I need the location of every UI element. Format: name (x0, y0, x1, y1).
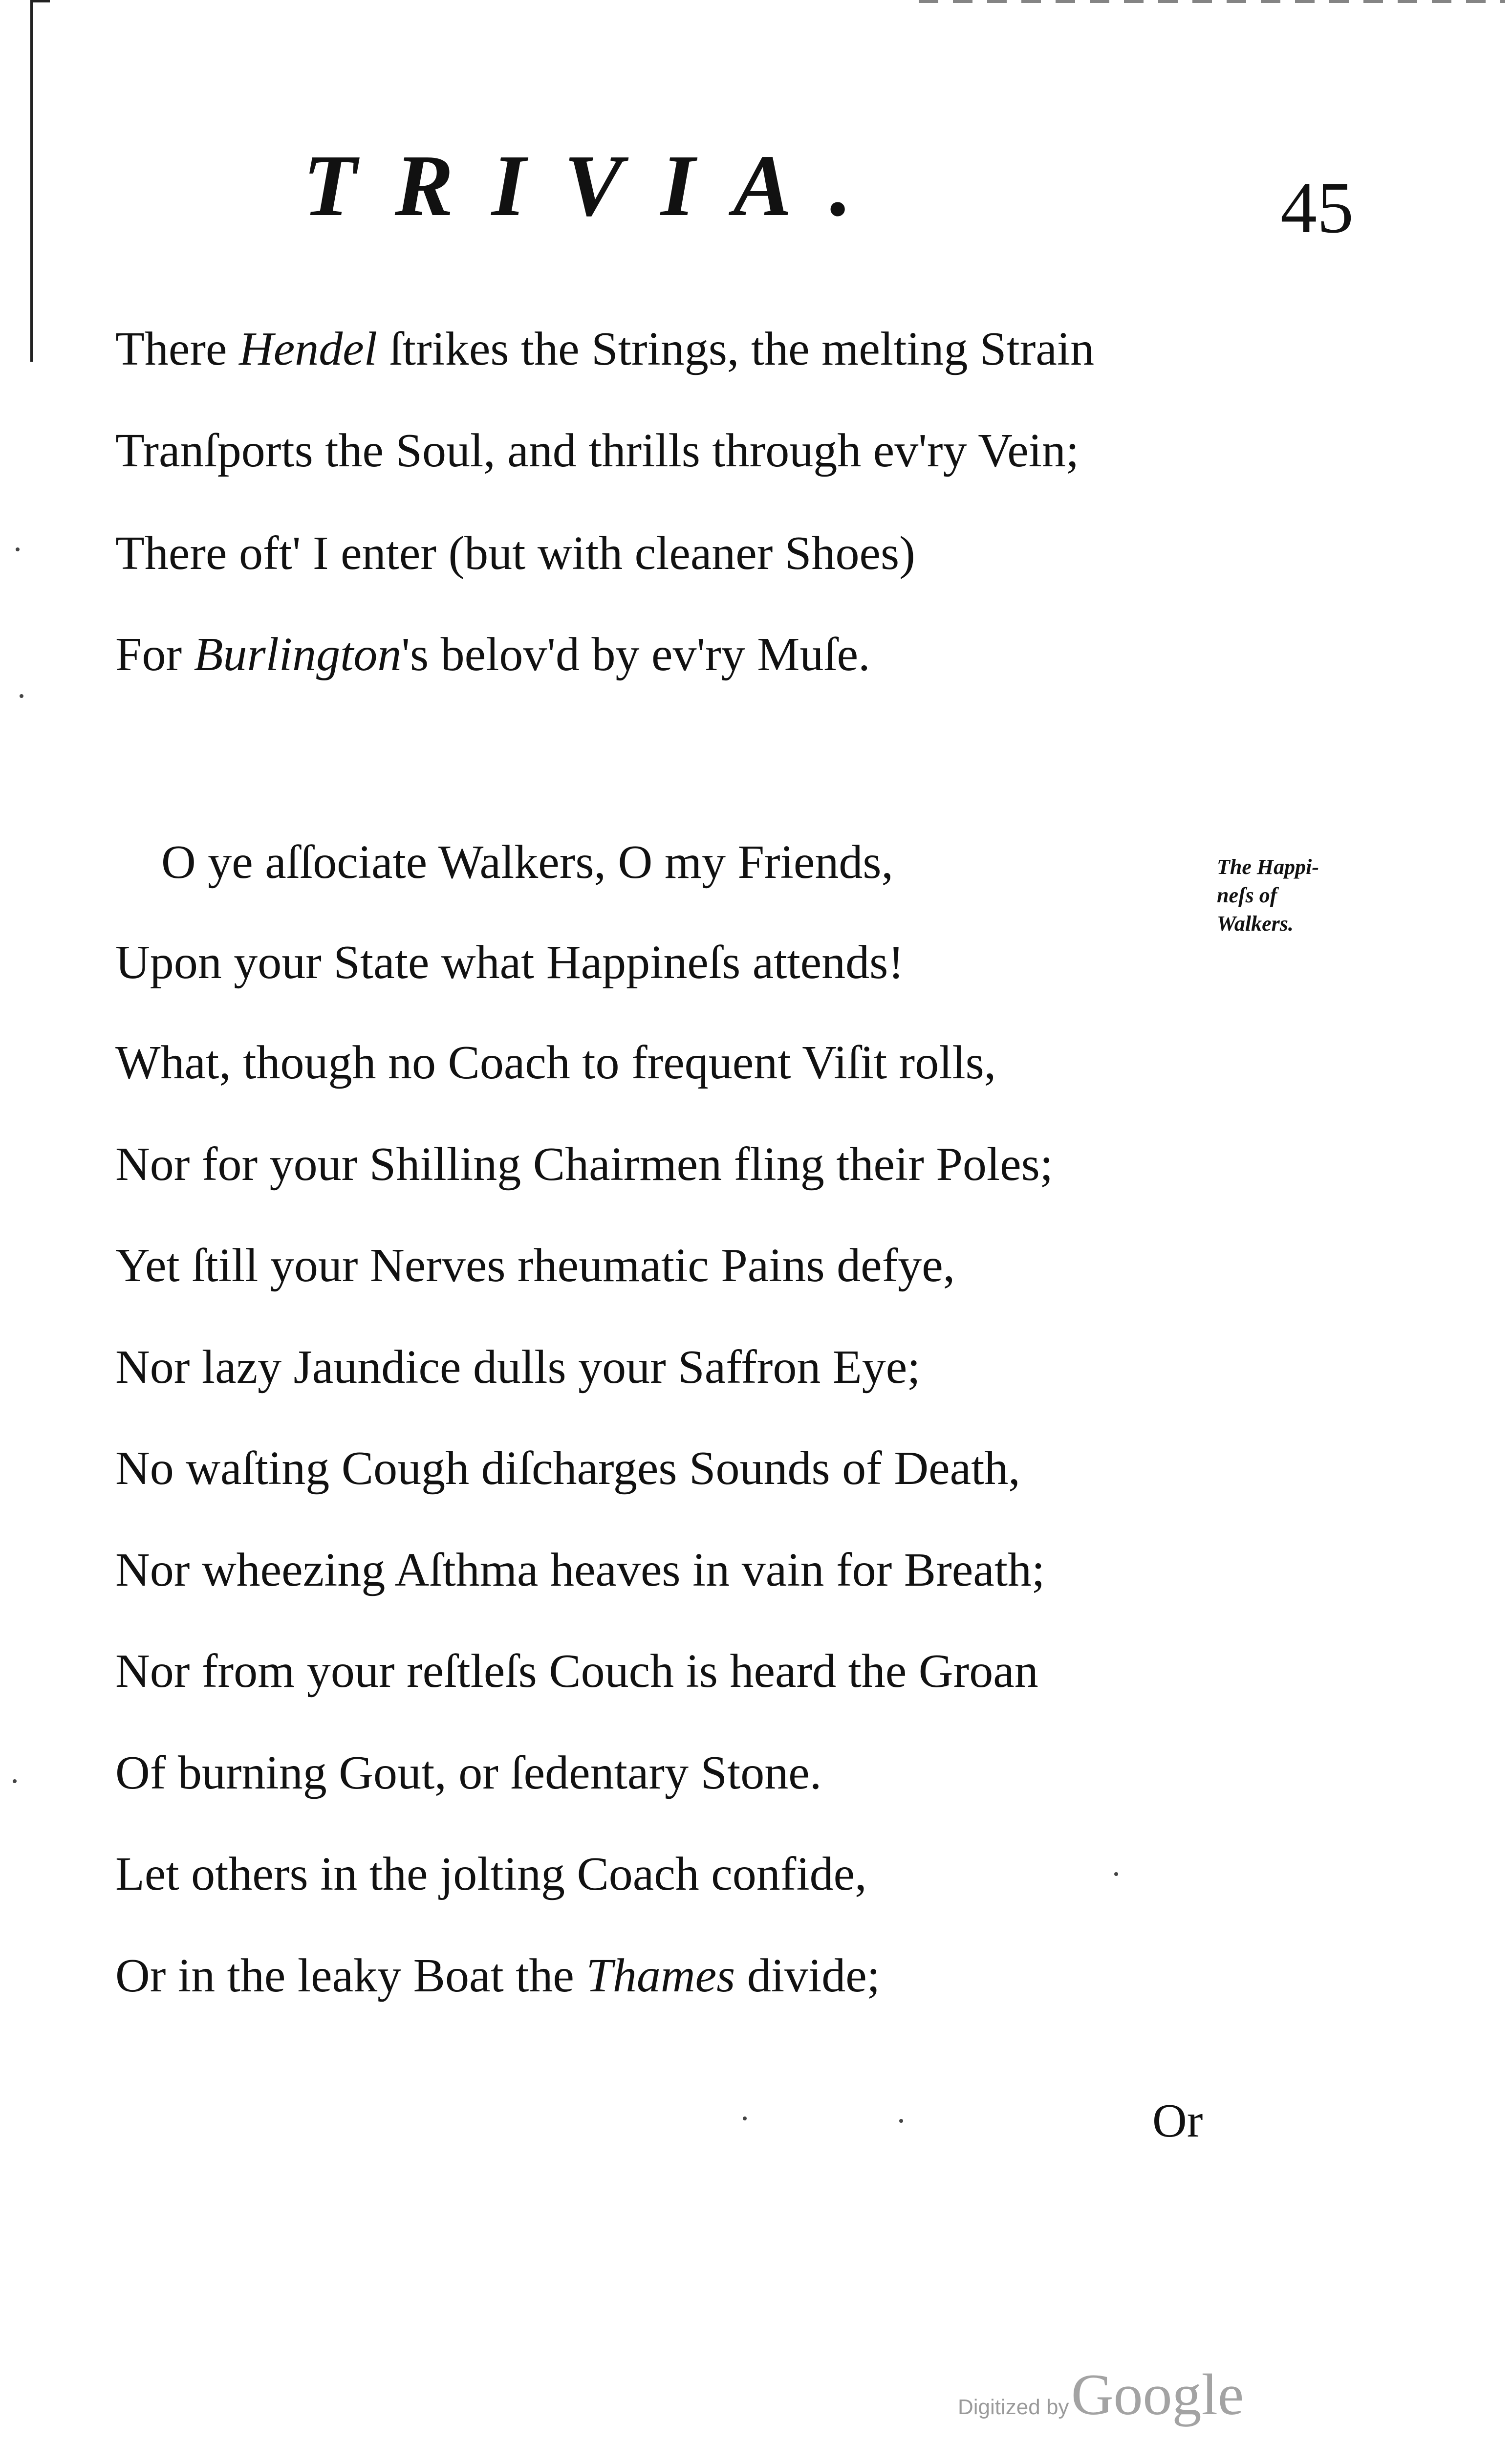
scan-speck (743, 2117, 747, 2120)
verse-line (115, 527, 915, 580)
verse-text: Let others in the jolting Coach confide, (115, 1848, 867, 1900)
verse-text: Or in the leaky Boat the (115, 1949, 586, 2002)
verse-line (161, 836, 894, 889)
digitized-watermark (958, 2361, 1244, 2428)
verse-text: ſtrikes the Strings, the melting Strain (377, 323, 1095, 375)
marginal-note (1217, 853, 1319, 938)
scan-speck (899, 2119, 903, 2123)
scan-speck (16, 547, 20, 551)
verse-text: Tranſports the Soul, and thrills through ev'ry Vein; (115, 424, 1080, 477)
watermark-prefix: Digitized by (958, 2395, 1069, 2419)
verse-line (115, 628, 870, 681)
verse-line (115, 1645, 1038, 1698)
scan-edge-artifact (30, 0, 50, 2)
verse-line (115, 1442, 1020, 1495)
verse-line (115, 1036, 996, 1089)
verse-italic: Thames (586, 1949, 735, 2002)
verse-text: For (115, 628, 194, 681)
running-title: TRIVIA. (303, 137, 890, 234)
verse-text: divide; (735, 1949, 881, 2002)
verse-text: There (115, 323, 239, 375)
verse-text: No waſting Cough diſcharges Sounds of Death, (115, 1442, 1020, 1495)
verse-line (115, 1138, 1053, 1191)
verse-italic: Hendel (239, 323, 377, 375)
verse-line (115, 1546, 1045, 1594)
verse-text: O ye aſſociate Walkers, O my Friends, (161, 836, 894, 889)
scan-speck (1114, 1872, 1118, 1876)
catchword: Or (1152, 2095, 1203, 2147)
scan-speck (13, 1779, 17, 1783)
marginal-note-line: Walkers. (1217, 912, 1294, 936)
verse-text: There oft' I enter (but with cleaner Shoes) (115, 527, 915, 580)
marginal-note-line: neſs of (1217, 883, 1277, 907)
verse-text: Nor from your reſtleſs Couch is heard the Groan (115, 1645, 1038, 1698)
verse-line (115, 1850, 867, 1898)
google-logo: Google (1071, 2362, 1244, 2427)
marginal-note-line: The Happi- (1217, 855, 1319, 879)
scan-edge-artifact (919, 0, 1505, 3)
verse-text: Yet ſtill your Nerves rheumatic Pains defye, (115, 1239, 955, 1292)
verse-line (115, 936, 904, 989)
page-number: 45 (1280, 167, 1354, 248)
verse-line (115, 424, 1080, 477)
verse-italic: Burlington (194, 628, 402, 681)
verse-line (115, 1746, 822, 1799)
verse-text: 's belov'd by ev'ry Muſe. (401, 628, 870, 681)
verse-text: Of burning Gout, or ſedentary Stone. (115, 1746, 822, 1799)
verse-text: Nor lazy Jaundice dulls your Saffron Eye; (115, 1341, 921, 1394)
verse-text: Upon your State what Happineſs attends! (115, 936, 904, 989)
verse-text: Nor for your Shilling Chairmen fling their Poles; (115, 1138, 1053, 1191)
verse-text: What, though no Coach to frequent Viſit rolls, (115, 1036, 996, 1089)
verse-line (115, 325, 1094, 373)
scan-edge-artifact (30, 0, 33, 362)
verse-line (115, 1239, 955, 1292)
verse-line (115, 1341, 921, 1394)
scan-speck (20, 694, 23, 698)
verse-line (115, 1949, 881, 2002)
verse-text: Nor wheezing Aſthma heaves in vain for Breath; (115, 1544, 1045, 1596)
